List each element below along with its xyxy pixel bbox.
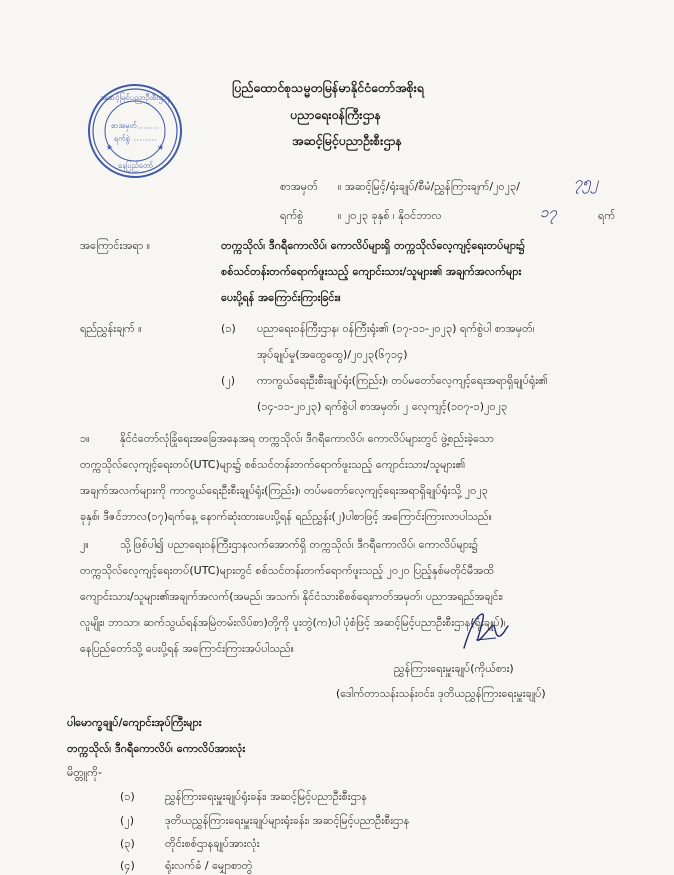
copy-item-number: (၄) xyxy=(120,859,135,872)
subject-label: အကြောင်းအရာ ။ xyxy=(80,239,151,252)
header-ministry: ပညာရေးဝန်ကြီးဌာန xyxy=(290,107,382,122)
handwritten-signature xyxy=(456,608,516,654)
copy-item-text: ဒုတိယညွှန်ကြားရေးမှူးချုပ်များရုံးခန်း၊ အဆင့်မြင့်ပညာဦးစီးဌာန xyxy=(165,814,410,827)
paragraph-line: သို့ဖြစ်ပါ၍ ပညာရေးဝန်ကြီးဌာနလက်အောက်ရှိ တက္ကသိုလ်၊ ဒီဂရီကောလိပ်၊ ကောလိပ်များ၌ xyxy=(120,538,478,551)
paragraph-number: ၁။ xyxy=(80,432,90,445)
references-label: ရည်ညွှန်းချက် ။ xyxy=(80,322,142,335)
header-government: ပြည်ထောင်စုသမ္မတမြန်မာနိုင်ငံတော်အစိုးရ xyxy=(232,80,424,95)
paragraph-line: နိုင်ငံတော်လုံခြုံရေးအခြေအနေအရ တက္ကသိုလ်၊ ဒီဂရီကောလိပ်၊ ကောလိပ်များတွင် ဖွဲ့စည်းခဲ့သော xyxy=(120,432,494,445)
letter-date-label: ရက်စွဲ xyxy=(280,209,304,222)
paragraph-line: တက္ကသိုလ်လေ့ကျင့်ရေးတပ်(UTC)များ၌ စစ်သင်တန်းတက်ရောက်ဖူးသည့် ကျောင်းသား/သူများ၏ xyxy=(80,458,466,471)
reference-item-line: ကာကွယ်ရေးဦးစီးချုပ်ရုံး(ကြည်း)၊ တပ်မတော်လေ့ကျင့်ရေးအရာရှိချုပ်ရုံး၏ xyxy=(257,374,548,387)
signatory-name: (ဒေါက်တာသန်းသန်းဝင်း၊ ဒုတိယညွှန်ကြားရေးမှူးချုပ်) xyxy=(336,687,546,700)
letter-date-handwritten: ၁၇ xyxy=(540,203,557,221)
letter-number-handwritten: ၇၅၂ xyxy=(574,173,599,191)
seal-number-label: စာအမှတ် xyxy=(111,121,137,130)
paragraph-line: အချက်အလက်များကို ကာကွယ်ရေးဦးစီးချုပ်ရုံး(ကြည်း)၊ တပ်မတော်လေ့ကျင့်ရေးအရာရှိချုပ်ရုံးသို့ ၂၀၂၃ xyxy=(80,484,488,497)
paragraph-line: ကျောင်းသား/သူများ၏အချက်အလက်(အမည်၊ အသက်၊ နိုင်ငံသားစိစစ်ရေးကတ်အမှတ်၊ ပညာအရည်အချင်း၊ xyxy=(80,590,503,603)
header-department: အဆင့်မြင့်ပညာဦးစီးဌာန xyxy=(292,133,402,148)
letter-number-label: စာအမှတ် xyxy=(280,180,318,193)
paragraph-line: တက္ကသိုလ်လေ့ကျင့်ရေးတပ်(UTC)များတွင် စစ်သင်တန်းတက်ရောက်ဖူးသည့် ၂၀၂၀ ပြည့်နှစ်မတိုင်မီအထိ xyxy=(80,564,495,577)
reference-item-line: အုပ်ချုပ်မှု(အထွေထွေ)/၂၀၂၃(၆၇၁၄) xyxy=(257,348,408,361)
reference-item-line: (၁၄-၁၁-၂၀၂၃) ရက်စွဲပါ စာအမှတ်၊ ၂ လေ့ကျင့်(၁၀၇-၁)၂၀၂၃ xyxy=(257,400,508,413)
reference-item-number: (၁) xyxy=(221,322,236,335)
copy-to-label: မိတ္တူကို- xyxy=(67,766,102,779)
paragraph-number: ၂။ xyxy=(80,538,89,551)
paragraph-line: နေပြည်တော်သို့ ပေးပို့ရန် အကြောင်းကြားအပ်ပါသည်။ xyxy=(80,642,294,655)
letter-number-value: ။ အဆင့်မြင့်/ရုံးချုပ်/စီမံ/ညွှန်ကြားချက်/၂၀၂၃/ xyxy=(338,180,520,193)
copy-item-text: ရုံးလက်ခံ / မျှောစာတွဲ xyxy=(165,859,253,872)
letter-date-value: ။ ၂၀၂၃ ခုနှစ် ၊ နိုဝင်ဘာလ xyxy=(338,209,442,222)
reference-item-number: (၂) xyxy=(221,374,235,387)
svg-text:★: ★ xyxy=(106,143,114,152)
recipients-to-line: ပါမောက္ခချုပ်/ကျောင်းအုပ်ကြီးများ xyxy=(67,716,202,729)
official-seal xyxy=(88,84,182,178)
signatory-title: ညွှန်ကြားရေးမှူးချုပ်(ကိုယ်စား) xyxy=(394,662,514,675)
letter-date-suffix: ရက် xyxy=(598,209,616,222)
subject-line: တက္ကသိုလ်၊ ဒီဂရီကောလိပ်၊ ကောလိပ်များရှိ တက္ကသိုလ်လေ့ကျင့်ရေးတပ်များ၌ xyxy=(221,239,525,252)
svg-text:★: ★ xyxy=(157,143,165,152)
recipients-to-line: တက္ကသိုလ်၊ ဒီဂရီကောလိပ်၊ ကောလိပ်အားလုံး xyxy=(67,742,246,755)
copy-item-text: တိုင်းစစ်ဌာနချုပ်အားလုံး xyxy=(165,837,260,850)
subject-line: စစ်သင်တန်းတက်ရောက်ဖူးသည့် ကျောင်းသား/သူများ၏ အချက်အလက်များ xyxy=(221,265,522,278)
copy-item-text: ညွှန်ကြားရေးမှူးချုပ်ရုံးခန်း၊ အဆင့်မြင့်ပညာဦးစီးဌာန xyxy=(165,790,367,803)
seal-date-label: ရက်စွဲ xyxy=(114,134,130,143)
subject-line: ပေးပို့ရန် အကြောင်းကြားခြင်း။ xyxy=(221,291,341,304)
copy-item-number: (၃) xyxy=(120,837,135,850)
paragraph-line: ခုနှစ်၊ ဒီဇင်ဘာလ(၁၇)ရက်နေ့ နောက်ဆုံးထားပေးပို့ရန် ရည်ညွှန်း(၂)ပါစာဖြင့် အကြောင်းကြားလာပါသည်။ xyxy=(80,510,492,523)
reference-item-line: ပညာရေးဝန်ကြီးဌာန၊ ဝန်ကြီးရုံး၏ (၁၇-၁၁-၂၀၂၃) ရက်စွဲပါ စာအမှတ်၊ xyxy=(257,322,535,335)
seal-ring-text: အဆင့်မြင့်ပညာဦးစီးဌာန xyxy=(100,93,171,102)
seal-bottom-text: နေပြည်တော် xyxy=(118,161,154,170)
copy-item-number: (၁) xyxy=(120,790,135,803)
copy-item-number: (၂) xyxy=(120,814,134,827)
paragraph-line: လူမျိုး၊ ဘာသာ၊ ဆက်သွယ်ရန်အမြဲတမ်းလိပ်စာ)တို့ကို ပူးတွဲ(က)ပါ ပုံစံဖြင့် အဆင့်မြင့်ပညာဦးစီးဌာန(ရုံးချုပ်)၊ xyxy=(80,616,506,629)
